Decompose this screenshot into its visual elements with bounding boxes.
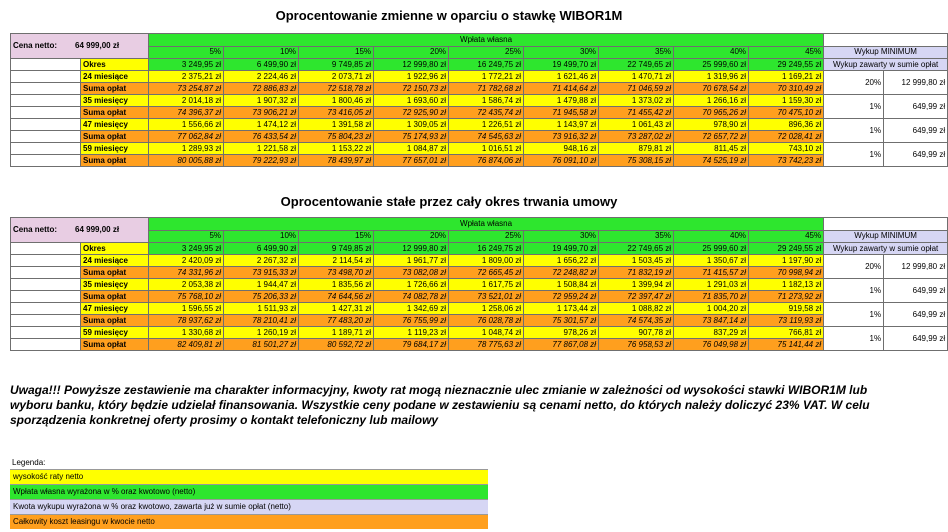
legend-item: Kwota wykupu wyrażona w % oraz kwotowo, zawarta już w sumie opłat (netto) (10, 499, 488, 514)
rate-value: 2 224,46 zł (224, 71, 299, 83)
sum-label: Suma opłat (81, 155, 149, 167)
sum-value: 76 874,06 zł (449, 155, 524, 167)
percent-header: 35% (599, 230, 674, 243)
percent-header: 30% (524, 230, 599, 243)
blank-cell (11, 71, 81, 83)
blank-cell (11, 267, 81, 279)
rate-value: 1 503,45 zł (599, 255, 674, 267)
sum-value: 73 082,08 zł (374, 267, 449, 279)
rate-value: 1 617,75 zł (449, 279, 524, 291)
okres-value: 19 499,70 zł (524, 243, 599, 255)
blank-cell (11, 339, 81, 351)
rate-value: 948,16 zł (524, 143, 599, 155)
okres-value: 3 249,95 zł (149, 243, 224, 255)
okres-value: 9 749,85 zł (299, 59, 374, 71)
sum-value: 71 945,58 zł (524, 107, 599, 119)
sum-value: 72 886,83 zł (224, 83, 299, 95)
title-fixed-rate: Oprocentowanie stałe przez cały okres trwania umowy (280, 194, 618, 209)
period-label: 24 miesiące (81, 255, 149, 267)
rate-value: 2 014,18 zł (149, 95, 224, 107)
okres-value: 9 749,85 zł (299, 243, 374, 255)
rate-value: 2 114,54 zł (299, 255, 374, 267)
sum-value: 74 574,35 zł (599, 315, 674, 327)
rate-value: 1 772,21 zł (449, 71, 524, 83)
rate-value: 1 330,68 zł (149, 327, 224, 339)
sum-value: 72 657,72 zł (674, 131, 749, 143)
price-cell (11, 34, 149, 59)
sum-value: 75 308,15 zł (599, 155, 674, 167)
sum-value: 77 062,84 zł (149, 131, 224, 143)
sum-label: Suma opłat (81, 83, 149, 95)
rate-value: 1 373,02 zł (599, 95, 674, 107)
sum-value: 76 049,98 zł (674, 339, 749, 351)
fixed-rate-table (10, 217, 948, 351)
blank-cell (11, 131, 81, 143)
sum-value: 74 331,96 zł (149, 267, 224, 279)
sum-value: 72 925,90 zł (374, 107, 449, 119)
blank-cell (11, 315, 81, 327)
sum-value: 80 592,72 zł (299, 339, 374, 351)
price-value: 64 999,00 zł (75, 41, 120, 50)
rate-value: 1 289,93 zł (149, 143, 224, 155)
rate-value: 1 508,84 zł (524, 279, 599, 291)
sum-value: 73 915,33 zł (224, 267, 299, 279)
sum-value: 73 521,01 zł (449, 291, 524, 303)
rate-value: 1 586,74 zł (449, 95, 524, 107)
header-blank (824, 218, 948, 231)
blank-cell (11, 291, 81, 303)
rate-value: 1 399,94 zł (599, 279, 674, 291)
blank-cell (11, 143, 81, 155)
sum-value: 73 742,23 zł (749, 155, 824, 167)
rate-value: 1 016,51 zł (449, 143, 524, 155)
sum-value: 78 439,97 zł (299, 155, 374, 167)
legend-item: Całkowity koszt leasingu w kwocie netto (10, 514, 488, 529)
rate-value: 1 621,46 zł (524, 71, 599, 83)
sum-label: Suma opłat (81, 267, 149, 279)
period-label: 47 miesięcy (81, 119, 149, 131)
sum-value: 76 091,10 zł (524, 155, 599, 167)
percent-header: 10% (224, 46, 299, 59)
rate-value: 2 420,09 zł (149, 255, 224, 267)
sum-value: 76 433,54 zł (224, 131, 299, 143)
wykup-value: 649,99 zł (884, 143, 948, 167)
okres-value: 25 999,60 zł (674, 59, 749, 71)
sum-value: 79 684,17 zł (374, 339, 449, 351)
okres-value: 16 249,75 zł (449, 59, 524, 71)
header-blank (824, 34, 948, 47)
rate-value: 1 809,00 zł (449, 255, 524, 267)
rate-value: 1 061,43 zł (599, 119, 674, 131)
rate-value: 1 169,21 zł (749, 71, 824, 83)
rate-value: 1 350,67 zł (674, 255, 749, 267)
rate-value: 1 800,46 zł (299, 95, 374, 107)
rate-value: 1 835,56 zł (299, 279, 374, 291)
sum-value: 77 657,01 zł (374, 155, 449, 167)
rate-value: 1 088,82 zł (599, 303, 674, 315)
sum-value: 70 310,49 zł (749, 83, 824, 95)
okres-label: Okres (81, 243, 149, 255)
percent-header: 20% (374, 230, 449, 243)
rate-value: 2 053,38 zł (149, 279, 224, 291)
percent-header: 45% (749, 230, 824, 243)
sum-value: 75 301,57 zł (524, 315, 599, 327)
rate-value: 1 084,87 zł (374, 143, 449, 155)
rate-value: 2 375,21 zł (149, 71, 224, 83)
sum-value: 74 545,63 zł (449, 131, 524, 143)
sum-value: 77 483,20 zł (299, 315, 374, 327)
rate-value: 766,81 zł (749, 327, 824, 339)
rate-value: 2 267,32 zł (224, 255, 299, 267)
rate-value: 879,81 zł (599, 143, 674, 155)
sum-value: 81 501,27 zł (224, 339, 299, 351)
rate-value: 2 073,71 zł (299, 71, 374, 83)
sum-value: 73 416,05 zł (299, 107, 374, 119)
rate-value: 896,36 zł (749, 119, 824, 131)
rate-value: 1 221,58 zł (224, 143, 299, 155)
wykup-percent: 20% (824, 255, 884, 279)
blank-cell (11, 83, 81, 95)
rate-value: 1 922,96 zł (374, 71, 449, 83)
rate-value: 1 726,66 zł (374, 279, 449, 291)
price-cell (11, 218, 149, 243)
sum-value: 80 005,88 zł (149, 155, 224, 167)
rate-value: 1 159,30 zł (749, 95, 824, 107)
okres-value: 6 499,90 zł (224, 243, 299, 255)
sum-value: 74 525,19 zł (674, 155, 749, 167)
percent-header: 10% (224, 230, 299, 243)
rate-value: 1 474,12 zł (224, 119, 299, 131)
percent-header: 40% (674, 230, 749, 243)
wykup-percent: 1% (824, 95, 884, 119)
legend-title: Legenda: (12, 458, 46, 467)
sum-value: 74 082,78 zł (374, 291, 449, 303)
header-wykup: Wykup MINIMUM (824, 230, 948, 243)
sum-value: 75 768,10 zł (149, 291, 224, 303)
rate-value: 1 226,51 zł (449, 119, 524, 131)
okres-value: 12 999,80 zł (374, 243, 449, 255)
rate-value: 907,78 zł (599, 327, 674, 339)
sum-value: 72 435,74 zł (449, 107, 524, 119)
sum-value: 72 248,82 zł (524, 267, 599, 279)
rate-value: 1 556,66 zł (149, 119, 224, 131)
sum-value: 77 867,08 zł (524, 339, 599, 351)
okres-value: 12 999,80 zł (374, 59, 449, 71)
sum-value: 73 847,14 zł (674, 315, 749, 327)
period-label: 35 miesięcy (81, 279, 149, 291)
rate-value: 1 656,22 zł (524, 255, 599, 267)
period-label: 47 miesięcy (81, 303, 149, 315)
blank-cell (11, 59, 81, 71)
header-wplata: Wpłata własna (149, 218, 824, 231)
sum-value: 72 518,78 zł (299, 83, 374, 95)
rate-value: 1 391,58 zł (299, 119, 374, 131)
blank-cell (11, 243, 81, 255)
wykup-percent: 1% (824, 143, 884, 167)
wykup-value: 649,99 zł (884, 303, 948, 327)
price-label: Cena netto: (13, 41, 57, 50)
sum-value: 71 455,42 zł (599, 107, 674, 119)
sum-value: 78 937,62 zł (149, 315, 224, 327)
percent-header: 30% (524, 46, 599, 59)
sum-label: Suma opłat (81, 339, 149, 351)
wykup-value: 649,99 zł (884, 279, 948, 303)
wykup-value: 649,99 zł (884, 119, 948, 143)
blank-cell (11, 107, 81, 119)
rate-value: 811,45 zł (674, 143, 749, 155)
sum-value: 73 906,21 zł (224, 107, 299, 119)
rate-value: 1 342,69 zł (374, 303, 449, 315)
blank-cell (11, 327, 81, 339)
header-wykup: Wykup MINIMUM (824, 46, 948, 59)
wykup-value: 649,99 zł (884, 95, 948, 119)
sum-value: 72 959,24 zł (524, 291, 599, 303)
period-label: 59 miesięcy (81, 327, 149, 339)
wykup-percent: 20% (824, 71, 884, 95)
rate-value: 919,58 zł (749, 303, 824, 315)
wykup-percent: 1% (824, 279, 884, 303)
wykup-percent: 1% (824, 327, 884, 351)
sum-value: 72 397,47 zł (599, 291, 674, 303)
sum-value: 78 210,41 zł (224, 315, 299, 327)
okres-value: 29 249,55 zł (749, 59, 824, 71)
sum-value: 72 028,41 zł (749, 131, 824, 143)
rate-value: 1 153,22 zł (299, 143, 374, 155)
legend-item: wysokość raty netto (10, 469, 488, 484)
wykup-note: Wykup zawarty w sumie opłat (824, 243, 948, 255)
okres-value: 29 249,55 zł (749, 243, 824, 255)
price-label: Cena netto: (13, 225, 57, 234)
rate-value: 978,90 zł (674, 119, 749, 131)
sum-value: 70 965,26 zł (674, 107, 749, 119)
period-label: 35 miesięcy (81, 95, 149, 107)
blank-cell (11, 279, 81, 291)
rate-value: 1 693,60 zł (374, 95, 449, 107)
okres-value: 19 499,70 zł (524, 59, 599, 71)
rate-value: 1 119,23 zł (374, 327, 449, 339)
sum-value: 72 150,73 zł (374, 83, 449, 95)
sum-value: 71 832,19 zł (599, 267, 674, 279)
rate-value: 1 511,93 zł (224, 303, 299, 315)
sum-value: 70 475,10 zł (749, 107, 824, 119)
sum-value: 73 254,87 zł (149, 83, 224, 95)
percent-header: 35% (599, 46, 674, 59)
okres-value: 22 749,65 zł (599, 243, 674, 255)
percent-header: 45% (749, 46, 824, 59)
percent-header: 5% (149, 230, 224, 243)
disclaimer-note: Uwaga!!! Powyższe zestawienie ma charakter informacyjny, kwoty rat mogą nieznacznie ulec zmianie w zależności od wysokości stawki WIBOR1M lub wyboru banku, który będzie udzielał finansowania. Wszystkie ceny podane w zestawieniu są cenami netto, do których należy doliczyć 23% VAT. W celu sporządzenia konkretnej oferty prosimy o kontakt telefoniczny lub mailowy (10, 383, 870, 427)
sum-value: 71 835,70 zł (674, 291, 749, 303)
blank-cell (11, 303, 81, 315)
rate-value: 1 907,32 zł (224, 95, 299, 107)
header-wplata: Wpłata własna (149, 34, 824, 47)
sum-value: 82 409,81 zł (149, 339, 224, 351)
wykup-note: Wykup zawarty w sumie opłat (824, 59, 948, 71)
rate-value: 1 260,19 zł (224, 327, 299, 339)
sum-label: Suma opłat (81, 131, 149, 143)
percent-header: 25% (449, 230, 524, 243)
period-label: 59 miesięcy (81, 143, 149, 155)
percent-header: 20% (374, 46, 449, 59)
blank-cell (11, 255, 81, 267)
sum-value: 76 755,99 zł (374, 315, 449, 327)
sum-value: 70 998,94 zł (749, 267, 824, 279)
sum-value: 71 782,68 zł (449, 83, 524, 95)
rate-value: 1 197,90 zł (749, 255, 824, 267)
rate-value: 1 189,71 zł (299, 327, 374, 339)
wykup-percent: 1% (824, 119, 884, 143)
rate-value: 743,10 zł (749, 143, 824, 155)
sum-value: 74 396,37 zł (149, 107, 224, 119)
sum-value: 75 206,33 zł (224, 291, 299, 303)
wykup-value: 12 999,80 zł (884, 71, 948, 95)
title-variable-rate: Oprocentowanie zmienne w oparciu o stawkę WIBOR1M (275, 8, 623, 23)
sum-value: 75 804,23 zł (299, 131, 374, 143)
period-label: 24 miesiące (81, 71, 149, 83)
price-value: 64 999,00 zł (75, 225, 120, 234)
sum-value: 71 046,59 zł (599, 83, 674, 95)
rate-value: 1 182,13 zł (749, 279, 824, 291)
sum-label: Suma opłat (81, 291, 149, 303)
rate-value: 1 291,03 zł (674, 279, 749, 291)
sum-value: 76 958,53 zł (599, 339, 674, 351)
sum-value: 73 287,02 zł (599, 131, 674, 143)
sum-value: 72 665,45 zł (449, 267, 524, 279)
rate-value: 1 479,88 zł (524, 95, 599, 107)
blank-cell (11, 95, 81, 107)
blank-cell (11, 119, 81, 131)
sum-value: 75 174,93 zł (374, 131, 449, 143)
rate-value: 1 266,16 zł (674, 95, 749, 107)
sum-value: 71 414,64 zł (524, 83, 599, 95)
rate-value: 978,26 zł (524, 327, 599, 339)
sum-value: 74 644,56 zł (299, 291, 374, 303)
percent-header: 25% (449, 46, 524, 59)
variable-rate-table (10, 33, 948, 167)
sum-value: 76 028,78 zł (449, 315, 524, 327)
rate-value: 1 470,71 zł (599, 71, 674, 83)
okres-value: 6 499,90 zł (224, 59, 299, 71)
okres-value: 3 249,95 zł (149, 59, 224, 71)
wykup-value: 649,99 zł (884, 327, 948, 351)
sum-label: Suma opłat (81, 107, 149, 119)
rate-value: 1 319,96 zł (674, 71, 749, 83)
rate-value: 1 258,06 zł (449, 303, 524, 315)
percent-header: 5% (149, 46, 224, 59)
okres-value: 25 999,60 zł (674, 243, 749, 255)
okres-value: 16 249,75 zł (449, 243, 524, 255)
rate-value: 1 048,74 zł (449, 327, 524, 339)
rate-value: 1 309,05 zł (374, 119, 449, 131)
okres-label: Okres (81, 59, 149, 71)
sum-value: 79 222,93 zł (224, 155, 299, 167)
okres-value: 22 749,65 zł (599, 59, 674, 71)
sum-value: 73 498,70 zł (299, 267, 374, 279)
wykup-value: 12 999,80 zł (884, 255, 948, 279)
rate-value: 1 961,77 zł (374, 255, 449, 267)
sum-value: 71 415,57 zł (674, 267, 749, 279)
legend-item: Wpłata własna wyrażona w % oraz kwotowo (netto) (10, 484, 488, 499)
percent-header: 40% (674, 46, 749, 59)
sum-value: 73 119,93 zł (749, 315, 824, 327)
percent-header: 15% (299, 230, 374, 243)
sum-value: 71 273,92 zł (749, 291, 824, 303)
sum-value: 70 678,54 zł (674, 83, 749, 95)
sum-value: 75 141,44 zł (749, 339, 824, 351)
rate-value: 837,29 zł (674, 327, 749, 339)
sum-label: Suma opłat (81, 315, 149, 327)
blank-cell (11, 155, 81, 167)
rate-value: 1 143,97 zł (524, 119, 599, 131)
rate-value: 1 004,20 zł (674, 303, 749, 315)
percent-header: 15% (299, 46, 374, 59)
rate-value: 1 596,55 zł (149, 303, 224, 315)
sum-value: 78 775,63 zł (449, 339, 524, 351)
rate-value: 1 173,44 zł (524, 303, 599, 315)
wykup-percent: 1% (824, 303, 884, 327)
rate-value: 1 427,31 zł (299, 303, 374, 315)
rate-value: 1 944,47 zł (224, 279, 299, 291)
legend (10, 469, 488, 529)
sum-value: 73 916,32 zł (524, 131, 599, 143)
